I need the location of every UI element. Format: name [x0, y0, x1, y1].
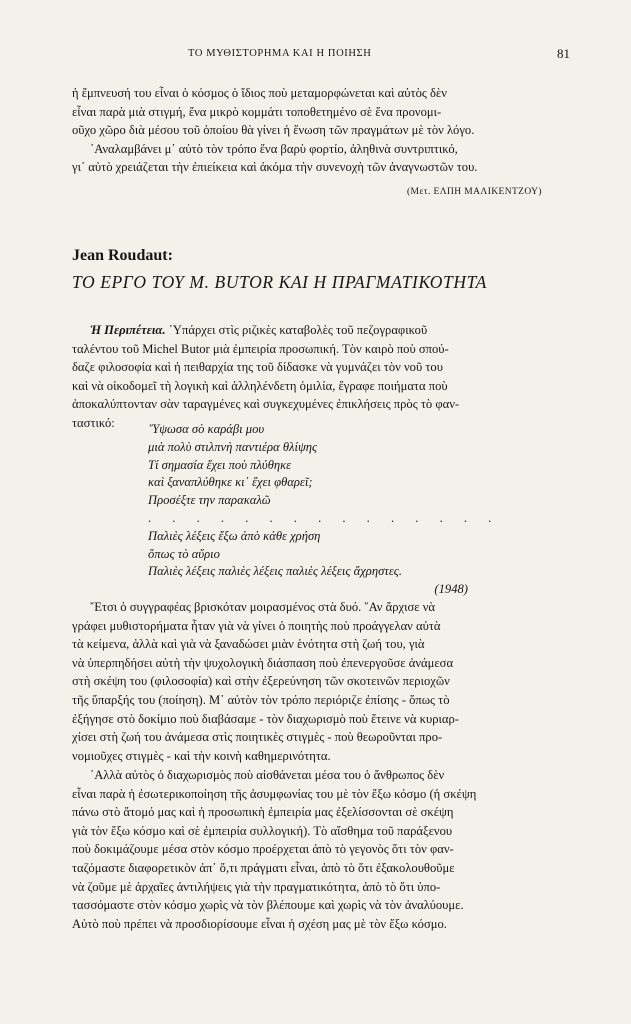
poem-line: Τί σημασία ἔχει ποὺ πλύθηκε: [148, 457, 292, 472]
text-line: ἡ ἔμπνευσή του εἶναι ὁ κόσμος ὁ ἴδιος ποὺ μεταμορφώνεται καὶ αὐτὸς δὲν: [72, 86, 447, 100]
text-line: εἶναι παρὰ ἡ ἐσωτερικοποίηση τῆς ἀσυμφωνίας του μὲ τὸν ἔξω κόσμο (ἡ σκέψη: [72, 786, 477, 801]
poem-line: ῞Υψωσα σὸ καράβι μου: [148, 422, 265, 436]
intro-first-line: ῾Υπάρχει στὶς ριζικὲς καταβολὲς τοῦ πεζογραφικοῦ: [165, 323, 428, 337]
text-line: Αὐτὸ ποὺ πρέπει νὰ προσδιορίσουμε εἶναι ἡ σχέση μας μὲ τὸν ἔξω κόσμο.: [72, 916, 447, 931]
lead-term: Ἡ Περιπέτεια.: [90, 323, 166, 337]
text-line: ταστικό:: [72, 415, 115, 430]
opening-text: [72, 84, 542, 202]
opening-paragraph-2: [72, 140, 542, 177]
text-line: ποὺ δοκιμάζουμε μέσα στὸν κόσμο προέρχεται ἀπὸ τὸ γεγονὸς ὅτι τὸν φαν-: [72, 842, 454, 857]
page-number: 81: [557, 46, 570, 61]
text-line: νὰ ὑπερπηδήσει αὐτὴ τὴν ψυχολογικὴ διάσπαση ποὺ ἐπενεργοῦσε ἀνάμεσα: [72, 655, 454, 670]
text-line: ῎Ετσι ὁ συγγραφέας βρισκόταν μοιρασμένος στὰ δυό. ῎Αν ἄρχισε νὰ: [90, 600, 435, 614]
intro-paragraph: [72, 321, 542, 433]
text-line: δαζε φιλοσοφία καὶ ἡ πειθαρχία της τοῦ δίδασκε νὰ γυμνάζει τὸν νοῦ του: [72, 360, 443, 375]
article-title: ΤΟ ΕΡΓΟ ΤΟΥ Μ. BUTOR ΚΑΙ Η ΠΡΑΓΜΑΤΙΚΟΤΗΤΑ: [72, 272, 487, 292]
article-author: Jean Roudaut:: [72, 247, 173, 264]
text-line: γράφει μυθιστορήματα ἦταν γιὰ νὰ γίνει ὁ ποιητὴς ποὺ προάγγελαν αὐτὰ: [72, 618, 441, 633]
poem: [148, 421, 501, 599]
text-line: νὰ ζοῦμε μὲ ἀρχαῖες ἀντιλήψεις γιὰ τὴν πραγματικότητα, ἀπὸ τὸ ὅτι ὑπο-: [72, 879, 441, 894]
paragraph-2: [72, 598, 542, 765]
text-line: τὰ κείμενα, ἀλλὰ καὶ γιὰ νὰ ξαναδώσει μιὰν ἑνότητα στὴ ζωή του, γιὰ: [72, 637, 425, 652]
text-line: καὶ νὰ οἰκοδομεῖ τὴ λογικὴ καὶ ἀλληλένδετη ὁμιλία, ἔγραφε ποιήματα ποὺ: [72, 378, 448, 393]
poem-line: Παλιὲς λέξεις ἔξω ἀπὸ κάθε χρήση: [148, 528, 321, 543]
poem-year: (1948): [434, 582, 468, 597]
text-line: γι᾿ αὐτὸ χρειάζεται τὴν ἐπιείκεια καὶ ἀκόμα τὴν συνενοχὴ τῶν ἀναγνωστῶν του.: [72, 160, 478, 175]
poem-line: μιὰ πολὺ στιλπνὴ παντιέρα θλίψης: [148, 439, 318, 454]
text-line: εἶναι παρὰ μιὰ στιγμή, ἕνα μικρὸ κομμάτι τοποθετημένο σὲ ἕνα προνομι-: [72, 104, 442, 119]
poem-line: Προσέξτε την παρακαλῶ: [148, 493, 271, 508]
text-line: ἐξήγησε στὸ δοκίμιο ποὺ διαβάσαμε - τὸν διαχωρισμὸ ποὺ ἔτεινε νὰ κυριαρ-: [72, 711, 459, 726]
text-line: πάνω στὸ ἄτομό μας καὶ ἡ προσωπικὴ ἐμπειρία μας ἐξελίσσονται σὲ σκέψη: [72, 805, 454, 820]
text-line: ταλέντου τοῦ Michel Butor μιὰ ἐμπειρία προσωπική. Τὸν καιρὸ ποὺ σπού-: [72, 341, 449, 356]
text-line: τασσόμαστε στὸν κόσμο χωρὶς νὰ τὸν βλέπουμε καὶ χωρὶς νὰ τὸν ἀναλύουμε.: [72, 898, 464, 913]
paragraph-3: [72, 766, 542, 933]
poem-line: Παλιὲς λέξεις παλιὲς λέξεις παλιὲς λέξεις ἄχρηστες.: [148, 564, 403, 579]
text-line: οῦχο χῶρο διὰ μέσου τοῦ ὁποίου θὰ γίνει ἡ ἕνωση τῶν πραγμάτων μὲ τὸν λόγο.: [72, 123, 475, 138]
poem-line: καὶ ξαναπλύθηκε κι᾿ ἔχει φθαρεῖ;: [148, 475, 313, 490]
opening-paragraph: [72, 84, 542, 140]
running-title: ΤΟ ΜΥΘΙΣΤΟΡΗΜΑ ΚΑΙ Η ΠΟΙΗΣΗ: [188, 48, 372, 59]
poem-line: ὅπως τὸ αὔριο: [148, 546, 220, 561]
text-line: ταζόμαστε διαφορετικὸν ἀπ᾿ ὅ,τι πράγματι εἶναι, ἀπὸ τὸ ὅτι ἐξακολουθοῦμε: [72, 860, 455, 875]
text-line: ᾿Αλλὰ αὐτὸς ὁ διαχωρισμὸς ποὺ αἰσθάνεται μέσα του ὁ ἄνθρωπος δὲν: [90, 768, 445, 782]
poem-ellipsis: . . . . . . . . . . . . . . .: [148, 510, 501, 525]
text-line: ᾿Αναλαμβάνει μ᾿ αὐτὸ τὸν τρόπο ἕνα βαρὺ φορτίο, ἀληθινὰ συντριπτικό,: [90, 141, 458, 156]
text-line: [72, 321, 542, 340]
text-line: στὴ σκέψη του (φιλοσοφία) καὶ στὴν ἐξερεύνηση τῶν σκοτεινῶν περιοχῶν: [72, 674, 450, 689]
text-line: γιὰ τὸν ἔξω κόσμο καὶ σὲ ἐμπειρία συλλογική). Τὸ αἴσθημα τοῦ παράξενου: [72, 823, 453, 838]
text-line: χίσει στὴ ζωή του ἀνάμεσα στὶς ποιητικὲς στιγμὲς - ποὺ θεωροῦνται προ-: [72, 730, 443, 745]
text-line: τῆς ὕπαρξής του (ποίηση). Μ᾿ αὐτὸν τὸν τρόπο περιόριζε ἐπίσης - ὅπως τὸ: [72, 692, 450, 707]
text-line: νομιοῦχες στιγμὲς - καὶ τὴν κοινὴ καθημερινότητα.: [72, 748, 331, 763]
text-line: ἀποκαλύπτονταν σὰν ταραγμένες καὶ συγκεχυμένες ἐπικλήσεις πρὸς τὸ φαν-: [72, 397, 460, 412]
translator-credit: (Μετ. ΕΛΠΗ ΜΑΛΙΚΕΝΤΖΟΥ): [406, 186, 542, 197]
